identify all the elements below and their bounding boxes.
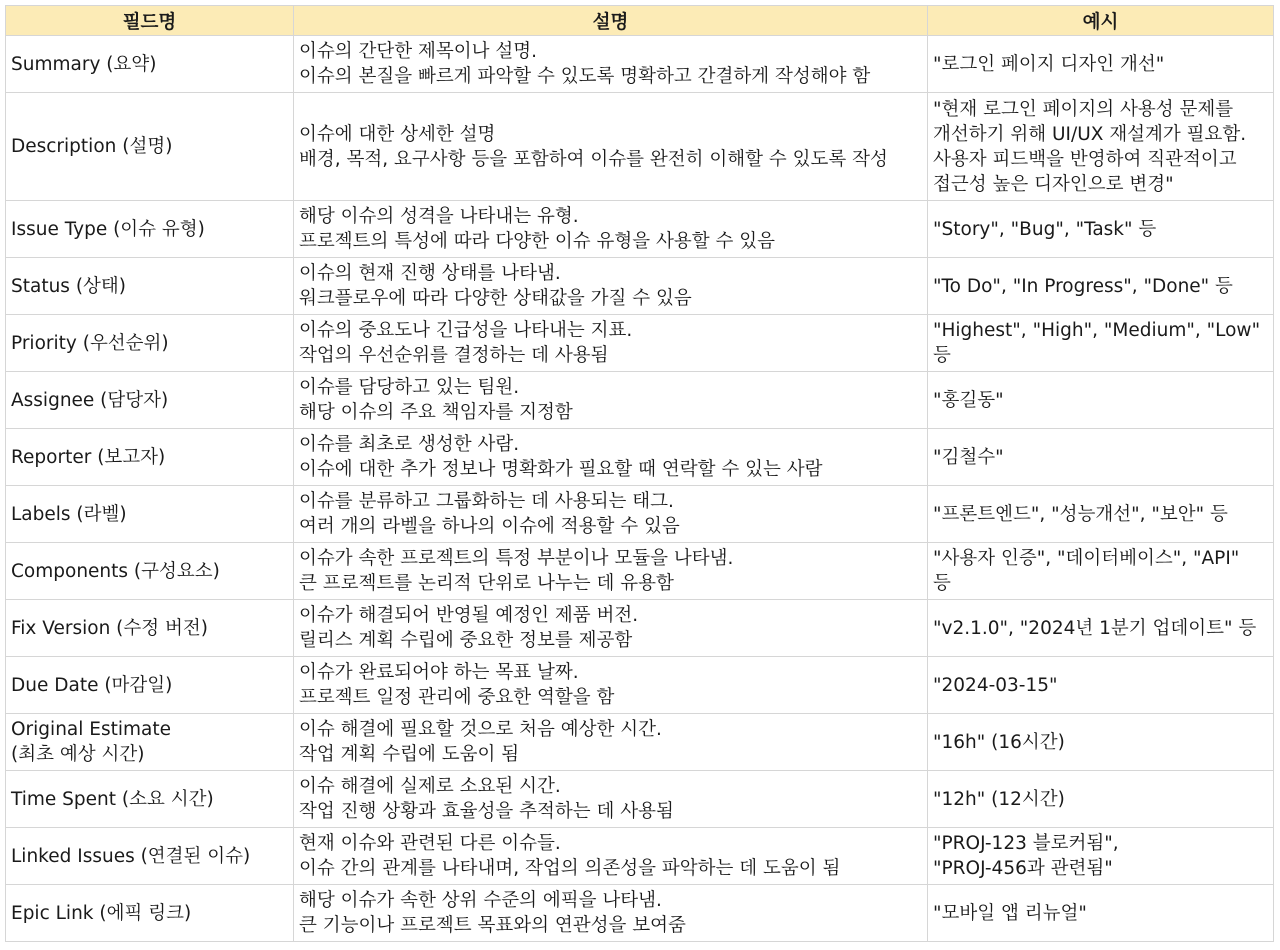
table-row <box>6 372 1274 429</box>
header-field-name: 필드명 <box>6 6 294 36</box>
table-row <box>6 93 1274 201</box>
cell-field: Due Date (마감일) <box>6 657 294 714</box>
cell-example: "홍길동" <box>928 372 1274 429</box>
cell-example: "현재 로그인 페이지의 사용성 문제를 개선하기 위해 UI/UX 재설계가 필요함. 사용자 피드백을 반영하여 직관적이고 접근성 높은 디자인으로 변경" <box>928 93 1274 201</box>
cell-field: Labels (라벨) <box>6 486 294 543</box>
table-row <box>6 543 1274 600</box>
cell-example: "김철수" <box>928 429 1274 486</box>
table-row <box>6 885 1274 942</box>
cell-description: 이슈를 담당하고 있는 팀원. 해당 이슈의 주요 책임자를 지정함 <box>294 372 928 429</box>
cell-example: "Story", "Bug", "Task" 등 <box>928 201 1274 258</box>
table-row <box>6 714 1274 771</box>
table-row <box>6 258 1274 315</box>
cell-description: 이슈의 현재 진행 상태를 나타냄. 워크플로우에 따라 다양한 상태값을 가질 수 있음 <box>294 258 928 315</box>
cell-description: 이슈가 해결되어 반영될 예정인 제품 버전. 릴리스 계획 수립에 중요한 정보를 제공함 <box>294 600 928 657</box>
cell-description: 이슈를 분류하고 그룹화하는 데 사용되는 태그. 여러 개의 라벨을 하나의 이슈에 적용할 수 있음 <box>294 486 928 543</box>
cell-example: "모바일 앱 리뉴얼" <box>928 885 1274 942</box>
cell-description: 이슈를 최초로 생성한 사람. 이슈에 대한 추가 정보나 명확화가 필요할 때 연락할 수 있는 사람 <box>294 429 928 486</box>
cell-field: Components (구성요소) <box>6 543 294 600</box>
cell-field: Linked Issues (연결된 이슈) <box>6 828 294 885</box>
cell-description: 이슈에 대한 상세한 설명 배경, 목적, 요구사항 등을 포함하여 이슈를 완전히 이해할 수 있도록 작성 <box>294 93 928 201</box>
cell-example: "12h" (12시간) <box>928 771 1274 828</box>
cell-description: 이슈의 간단한 제목이나 설명. 이슈의 본질을 빠르게 파악할 수 있도록 명확하고 간결하게 작성해야 함 <box>294 36 928 93</box>
cell-field: Original Estimate (최초 예상 시간) <box>6 714 294 771</box>
cell-description: 이슈 해결에 필요할 것으로 처음 예상한 시간. 작업 계획 수립에 도움이 됨 <box>294 714 928 771</box>
cell-field: Assignee (담당자) <box>6 372 294 429</box>
cell-description: 현재 이슈와 관련된 다른 이슈들. 이슈 간의 관계를 나타내며, 작업의 의존성을 파악하는 데 도움이 됨 <box>294 828 928 885</box>
cell-description: 이슈가 속한 프로젝트의 특정 부분이나 모듈을 나타냄. 큰 프로젝트를 논리적 단위로 나누는 데 유용함 <box>294 543 928 600</box>
header-row <box>6 6 1274 36</box>
table-body <box>6 36 1274 942</box>
cell-description: 이슈 해결에 실제로 소요된 시간. 작업 진행 상황과 효율성을 추적하는 데 사용됨 <box>294 771 928 828</box>
cell-field: Issue Type (이슈 유형) <box>6 201 294 258</box>
table-row <box>6 486 1274 543</box>
table-header <box>6 6 1274 36</box>
cell-example: "16h" (16시간) <box>928 714 1274 771</box>
cell-example: "PROJ-123 블로커됨", "PROJ-456과 관련됨" <box>928 828 1274 885</box>
cell-field: Priority (우선순위) <box>6 315 294 372</box>
jira-field-table <box>5 5 1274 942</box>
table-row <box>6 201 1274 258</box>
cell-field: Time Spent (소요 시간) <box>6 771 294 828</box>
cell-field: Description (설명) <box>6 93 294 201</box>
table-row <box>6 600 1274 657</box>
table-row <box>6 771 1274 828</box>
cell-example: "Highest", "High", "Medium", "Low" 등 <box>928 315 1274 372</box>
cell-field: Epic Link (에픽 링크) <box>6 885 294 942</box>
cell-field: Status (상태) <box>6 258 294 315</box>
cell-field: Reporter (보고자) <box>6 429 294 486</box>
cell-example: "To Do", "In Progress", "Done" 등 <box>928 258 1274 315</box>
cell-example: "로그인 페이지 디자인 개선" <box>928 36 1274 93</box>
cell-example: "사용자 인증", "데이터베이스", "API" 등 <box>928 543 1274 600</box>
header-description: 설명 <box>294 6 928 36</box>
cell-example: "v2.1.0", "2024년 1분기 업데이트" 등 <box>928 600 1274 657</box>
cell-field: Fix Version (수정 버전) <box>6 600 294 657</box>
header-example: 예시 <box>928 6 1274 36</box>
cell-description: 해당 이슈의 성격을 나타내는 유형. 프로젝트의 특성에 따라 다양한 이슈 유형을 사용할 수 있음 <box>294 201 928 258</box>
table-row <box>6 828 1274 885</box>
cell-field: Summary (요약) <box>6 36 294 93</box>
table-row <box>6 36 1274 93</box>
cell-description: 이슈가 완료되어야 하는 목표 날짜. 프로젝트 일정 관리에 중요한 역할을 함 <box>294 657 928 714</box>
table-row <box>6 429 1274 486</box>
table-row <box>6 315 1274 372</box>
cell-example: "2024-03-15" <box>928 657 1274 714</box>
table-row <box>6 657 1274 714</box>
cell-description: 이슈의 중요도나 긴급성을 나타내는 지표. 작업의 우선순위를 결정하는 데 사용됨 <box>294 315 928 372</box>
cell-example: "프론트엔드", "성능개선", "보안" 등 <box>928 486 1274 543</box>
cell-description: 해당 이슈가 속한 상위 수준의 에픽을 나타냄. 큰 기능이나 프로젝트 목표와의 연관성을 보여줌 <box>294 885 928 942</box>
